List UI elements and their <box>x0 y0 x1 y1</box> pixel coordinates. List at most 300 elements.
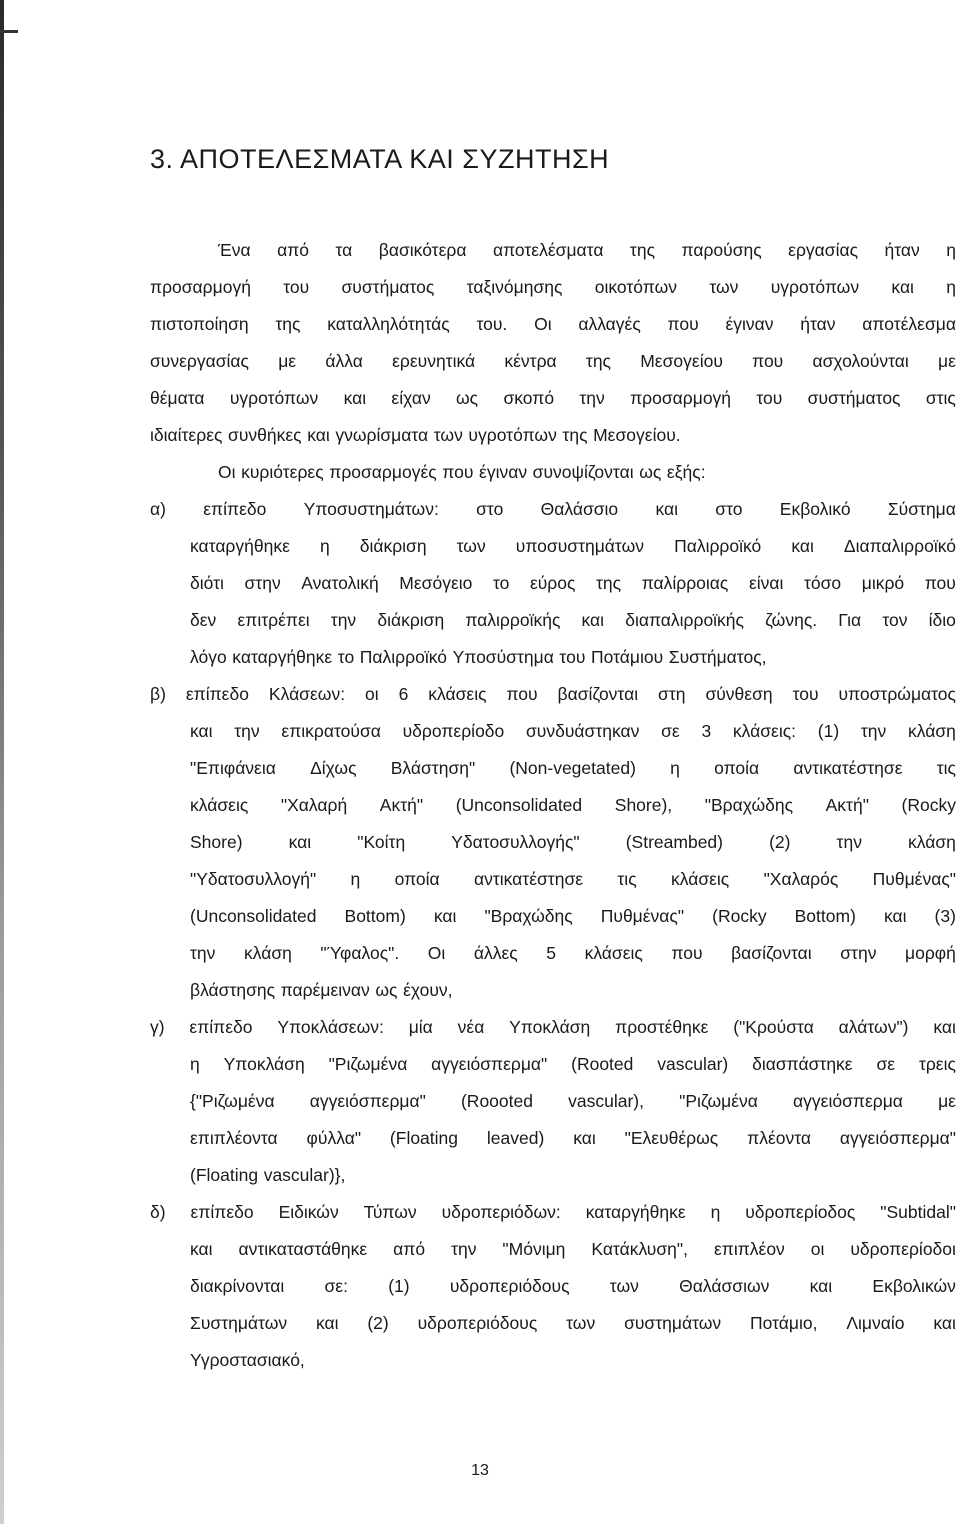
word: προστέθηκε <box>615 1017 709 1037</box>
body-text <box>150 232 956 1379</box>
word: "Ύφαλος". <box>320 943 400 963</box>
word: Ένα <box>218 240 251 260</box>
text-line <box>150 1046 956 1083</box>
word: "Επιφάνεια <box>190 758 276 778</box>
text-line <box>150 787 956 824</box>
word: 5 <box>546 943 556 963</box>
word: "Χαλαρή <box>280 795 348 815</box>
word: έχουν, <box>403 980 453 1000</box>
text-line <box>150 1305 956 1342</box>
word: αντικατέστησε <box>473 869 584 889</box>
word: την <box>451 1239 477 1259</box>
text-line <box>150 343 956 380</box>
word: αλλαγές <box>578 314 641 334</box>
word: παρούσης <box>681 240 762 260</box>
word: βασικότερα <box>378 240 467 260</box>
word: 3 <box>701 721 712 741</box>
word: η <box>670 758 680 778</box>
word: Τύπων <box>363 1202 417 1222</box>
word: "Βραχώδης <box>484 906 573 926</box>
text-line <box>150 602 956 639</box>
word: Συστήματος, <box>668 647 767 667</box>
word: ίδιο <box>928 610 956 630</box>
word: της <box>585 351 611 371</box>
word: υδροπεριόδους <box>449 1276 570 1296</box>
word: προσαρμογή <box>150 277 251 297</box>
word: υποσυστημάτων <box>515 536 645 556</box>
word: γ) <box>150 1017 165 1037</box>
word: η <box>319 536 330 556</box>
word: ζώνης. <box>765 610 818 630</box>
word: Υποκλάσεων: <box>277 1017 384 1037</box>
word: Μεσογείου. <box>593 425 681 445</box>
word: αποτελέσματα <box>492 240 604 260</box>
word: leaved) <box>486 1128 545 1148</box>
word: vascular), <box>568 1091 644 1111</box>
word: καταργήθηκε <box>585 1202 686 1222</box>
word: τις <box>617 869 637 889</box>
word: επιπλέοντα <box>190 1128 278 1148</box>
word: κλάση <box>908 832 956 852</box>
word: (Rocky <box>901 795 956 815</box>
word: Bottom) <box>344 906 406 926</box>
word: που <box>924 573 956 593</box>
word: και <box>933 1017 956 1037</box>
word: ερευνητικά <box>392 351 476 371</box>
word: κυριότερες <box>241 462 324 482</box>
word: υδροπεριόδων: <box>441 1202 561 1222</box>
word: (Roooted <box>460 1091 533 1111</box>
word: κλάση <box>908 721 956 741</box>
word: θέματα <box>150 388 205 408</box>
text-line <box>150 639 956 676</box>
word: υποστρώματος <box>838 684 956 704</box>
word: επίπεδο <box>190 1202 254 1222</box>
word: και <box>573 1128 596 1148</box>
word: βασίζονται <box>557 684 639 704</box>
word: ("Κρούστα <box>733 1017 814 1037</box>
text-line <box>150 1268 956 1305</box>
word: τρεις <box>918 1054 956 1074</box>
word: είναι <box>748 573 784 593</box>
word: την <box>860 721 887 741</box>
word: "Βραχώδης <box>704 795 794 815</box>
word: παλιρροϊκής <box>465 610 561 630</box>
word: "Χαλαρός <box>763 869 839 889</box>
word: προσαρμογή <box>630 388 732 408</box>
word: και <box>809 1276 833 1296</box>
word: (Rocky <box>712 906 767 926</box>
word: επίπεδο <box>189 1017 253 1037</box>
text-line <box>150 750 956 787</box>
word: Εκβολικών <box>872 1276 956 1296</box>
word: τον <box>882 610 908 630</box>
scan-edge <box>0 0 4 1524</box>
word: Λιμναίο <box>846 1313 905 1333</box>
word: Πυθμένας" <box>600 906 685 926</box>
word: Κατάκλυση", <box>591 1239 688 1259</box>
word: αγγειόσπερμα" <box>431 1054 548 1074</box>
word: με <box>938 1091 956 1111</box>
word: στο <box>715 499 743 519</box>
word: κλάσεις: <box>732 721 797 741</box>
word: εξής: <box>666 462 706 482</box>
word: από <box>393 1239 426 1259</box>
word: νέα <box>457 1017 485 1037</box>
word: που <box>506 684 538 704</box>
word: του <box>559 647 586 667</box>
word: Ακτή" <box>379 795 424 815</box>
word: "Ελευθέρως <box>624 1128 719 1148</box>
word: και <box>433 906 457 926</box>
word: και <box>655 499 678 519</box>
word: (2) <box>367 1313 389 1333</box>
word: Shore), <box>614 795 673 815</box>
word: Ποτάμιου <box>590 647 664 667</box>
word: διαπαλιρροϊκής <box>625 610 744 630</box>
word: Ειδικών <box>278 1202 339 1222</box>
word: λόγο <box>190 647 227 667</box>
word: "Κοίτη <box>357 832 406 852</box>
text-line <box>150 565 956 602</box>
word: Για <box>838 610 862 630</box>
text-line <box>150 380 956 417</box>
word: και <box>343 388 367 408</box>
word: μορφή <box>905 943 956 963</box>
word: που <box>442 462 474 482</box>
word: Οι <box>427 943 446 963</box>
word: τόσο <box>803 573 842 593</box>
text-line <box>150 1194 956 1231</box>
word: τα <box>335 240 353 260</box>
word: συνοψίζονται <box>532 462 634 482</box>
word: η <box>190 1054 200 1074</box>
word: αλάτων") <box>838 1017 909 1037</box>
word: κέντρα <box>504 351 557 371</box>
word: Μεσόγειο <box>399 573 473 593</box>
text-line <box>150 676 956 713</box>
word: διάκριση <box>359 536 427 556</box>
word: (3) <box>934 906 956 926</box>
word: αντικατέστησε <box>793 758 903 778</box>
word: "Μόνιμη <box>502 1239 566 1259</box>
word: Υποκλάση <box>223 1054 305 1074</box>
word: ταξινόμησης <box>466 277 563 297</box>
word: Υποσύστημα <box>452 647 554 667</box>
word: καταργήθηκε <box>190 536 290 556</box>
section-heading: 3. ΑΠΟΤΕΛΕΣΜΑΤΑ ΚΑΙ ΣΥΖΗΤΗΣΗ <box>150 144 610 174</box>
word: (Non-vegetated) <box>509 758 636 778</box>
word: (Unconsolidated <box>190 906 317 926</box>
word: vascular)}, <box>263 1165 346 1185</box>
word: ως <box>456 388 479 408</box>
word: και <box>190 1239 213 1259</box>
text-line <box>150 935 956 972</box>
word: ως <box>375 980 398 1000</box>
text-line <box>150 269 956 306</box>
word: "Subtidal" <box>880 1202 956 1222</box>
word: κλάση <box>243 943 292 963</box>
word: και <box>791 536 814 556</box>
text-line <box>150 528 956 565</box>
word: αγγειόσπερμα <box>793 1091 903 1111</box>
word: την <box>579 388 605 408</box>
word: δεν <box>190 610 217 630</box>
word: Θαλάσσιων <box>679 1276 770 1296</box>
word: αγγειόσπερμα" <box>309 1091 426 1111</box>
word: υδροπερίοδος <box>745 1202 856 1222</box>
word: και <box>288 832 312 852</box>
word: Μεσογείου <box>640 351 723 371</box>
word: του. <box>476 314 508 334</box>
text-line <box>150 454 956 491</box>
word: Οι <box>218 462 236 482</box>
word: Υποσυστημάτων: <box>303 499 439 519</box>
word: πιστοποίηση <box>150 314 249 334</box>
word: τις <box>936 758 956 778</box>
word: την <box>190 943 216 963</box>
word: Σύστημα <box>887 499 956 519</box>
text-line <box>150 417 956 454</box>
word: το <box>337 647 355 667</box>
word: οποία <box>714 758 760 778</box>
word: (Unconsolidated <box>455 795 583 815</box>
word: Θαλάσσιο <box>540 499 619 519</box>
word: του <box>756 388 783 408</box>
word: οποία <box>394 869 440 889</box>
word: παρέμειναν <box>280 980 370 1000</box>
scan-edge-mark <box>0 30 18 33</box>
word: η <box>946 277 956 297</box>
word: της <box>596 573 622 593</box>
word: των <box>609 1276 639 1296</box>
word: αγγειόσπερμα" <box>839 1128 956 1148</box>
word: κλάσεις <box>428 684 487 704</box>
word: το <box>492 573 510 593</box>
word: Παλιρροϊκό <box>359 647 447 667</box>
text-line <box>150 1342 956 1379</box>
word: είχαν <box>391 388 431 408</box>
word: από <box>277 240 310 260</box>
word: συνθήκες <box>228 425 302 445</box>
word: διασπάστηκε <box>752 1054 853 1074</box>
word: έγιναν <box>725 314 774 334</box>
word: της <box>275 314 301 334</box>
word: "Ριζωμένα <box>679 1091 758 1111</box>
word: 6 <box>398 684 409 704</box>
word: στις <box>925 388 956 408</box>
word: ιδιαίτερες <box>150 425 223 445</box>
word: (Streambed) <box>625 832 723 852</box>
word: υδροπεριόδους <box>417 1313 538 1333</box>
word: Bottom) <box>794 906 856 926</box>
word: και <box>933 1313 956 1333</box>
word: επιτρέπει <box>237 610 310 630</box>
word: που <box>752 351 784 371</box>
word: υδροπερίοδο <box>402 721 505 741</box>
word: (1) <box>817 721 840 741</box>
word: η <box>946 240 956 260</box>
word: στη <box>658 684 686 704</box>
word: η <box>350 869 361 889</box>
word: σκοπό <box>503 388 555 408</box>
text-line <box>150 1231 956 1268</box>
word: διότι <box>190 573 224 593</box>
word: Ποτάμιο, <box>750 1313 818 1333</box>
word: φύλλα" <box>306 1128 362 1148</box>
word: των <box>709 277 739 297</box>
word: επικρατούσα <box>281 721 381 741</box>
word: πλέοντα <box>747 1128 812 1148</box>
word: (1) <box>388 1276 410 1296</box>
word: έγιναν <box>479 462 528 482</box>
page-number: 13 <box>471 1462 489 1479</box>
word: κλάσεις <box>670 869 730 889</box>
word: που <box>671 943 703 963</box>
word: Βλάστηση" <box>390 758 476 778</box>
word: Κλάσεων: <box>268 684 346 704</box>
word: άλλες <box>473 943 518 963</box>
word: υγροτόπων <box>229 388 319 408</box>
word: στην <box>244 573 281 593</box>
word: την <box>330 610 357 630</box>
word: σε: <box>324 1276 348 1296</box>
word: που <box>667 314 699 334</box>
word: Παλιρροϊκό <box>674 536 762 556</box>
word: ως <box>639 462 662 482</box>
word: την <box>234 721 260 741</box>
word: της <box>562 425 588 445</box>
word: Υποκλάση <box>509 1017 591 1037</box>
word: Πυθμένας" <box>872 869 956 889</box>
word: στο <box>476 499 504 519</box>
word: συστήματος <box>341 277 435 297</box>
word: διάκριση <box>377 610 445 630</box>
word: ήταν <box>884 240 920 260</box>
word: και <box>315 1313 339 1333</box>
word: Διαπαλιρροϊκό <box>843 536 956 556</box>
word: άλλα <box>325 351 363 371</box>
text-line <box>150 1083 956 1120</box>
word: ασχολούνται <box>812 351 909 371</box>
text-line <box>150 1157 956 1194</box>
word: εργασίας <box>788 240 859 260</box>
word: των <box>456 536 486 556</box>
word: Δίχως <box>310 758 357 778</box>
word: (2) <box>769 832 791 852</box>
word: εύρος <box>529 573 576 593</box>
word: συνδυάστηκαν <box>526 721 640 741</box>
word: της <box>629 240 656 260</box>
word: ήταν <box>800 314 836 334</box>
word: και <box>307 425 330 445</box>
word: βλάστησης <box>190 980 276 1000</box>
word: οι <box>365 684 379 704</box>
word: "Ριζωμένα <box>328 1054 408 1074</box>
word: καταλληλότητάς <box>327 314 450 334</box>
text-line <box>150 491 956 528</box>
word: συνεργασίας <box>150 351 249 371</box>
word: στην <box>840 943 877 963</box>
word: οι <box>810 1239 825 1259</box>
word: των <box>433 425 463 445</box>
word: βασίζονται <box>731 943 812 963</box>
word: του <box>283 277 310 297</box>
word: Συστημάτων <box>190 1313 288 1333</box>
word: δ) <box>150 1202 166 1222</box>
text-line <box>150 1009 956 1046</box>
word: συστήματος <box>807 388 901 408</box>
word: σύνθεση <box>705 684 773 704</box>
word: του <box>792 684 819 704</box>
word: Ακτή" <box>825 795 869 815</box>
word: διακρίνονται <box>190 1276 285 1296</box>
word: την <box>836 832 862 852</box>
word: {"Ριζωμένα <box>190 1091 275 1111</box>
word: κλάσεις <box>584 943 643 963</box>
word: αντικαταστάθηκε <box>238 1239 368 1259</box>
word: vascular) <box>657 1054 729 1074</box>
word: με <box>278 351 297 371</box>
word: σε <box>876 1054 896 1074</box>
word: Οι <box>534 314 552 334</box>
word: μία <box>408 1017 433 1037</box>
text-line <box>150 898 956 935</box>
word: και <box>891 277 914 297</box>
word: β) <box>150 684 166 704</box>
text-line <box>150 306 956 343</box>
word: καταργήθηκε <box>232 647 333 667</box>
text-line <box>150 861 956 898</box>
word: κλάσεις <box>190 795 249 815</box>
word: επίπεδο <box>185 684 249 704</box>
word: επιπλέον <box>713 1239 785 1259</box>
word: γνωρίσματα <box>335 425 429 445</box>
word: οικοτόπων <box>594 277 678 297</box>
word: με <box>937 351 956 371</box>
word: Εκβολικό <box>779 499 851 519</box>
word: Υγροστασιακό, <box>190 1350 305 1370</box>
text-line <box>150 972 956 1009</box>
word: αποτέλεσμα <box>862 314 956 334</box>
word: επίπεδο <box>203 499 267 519</box>
word: συστημάτων <box>624 1313 722 1333</box>
word: προσαρμογές <box>329 462 437 482</box>
word: σε <box>661 721 680 741</box>
word: παλίρροιας <box>641 573 729 593</box>
word: και <box>190 721 213 741</box>
word: υγροτόπων <box>770 277 860 297</box>
text-line <box>150 824 956 861</box>
text-line <box>150 232 956 269</box>
word: υδροπερίοδοι <box>850 1239 956 1259</box>
word: (Floating <box>190 1165 259 1185</box>
word: η <box>710 1202 721 1222</box>
word: και <box>883 906 907 926</box>
text-line <box>150 713 956 750</box>
word: Υδατοσυλλογής" <box>451 832 580 852</box>
word: (Floating <box>389 1128 459 1148</box>
word: (Rooted <box>571 1054 634 1074</box>
word: υγροτόπων <box>468 425 557 445</box>
word: Shore) <box>190 832 243 852</box>
word: α) <box>150 499 166 519</box>
text-line <box>150 1120 956 1157</box>
word: "Υδατοσυλλογή" <box>190 869 317 889</box>
word: και <box>581 610 605 630</box>
word: μικρό <box>861 573 905 593</box>
word: των <box>566 1313 596 1333</box>
